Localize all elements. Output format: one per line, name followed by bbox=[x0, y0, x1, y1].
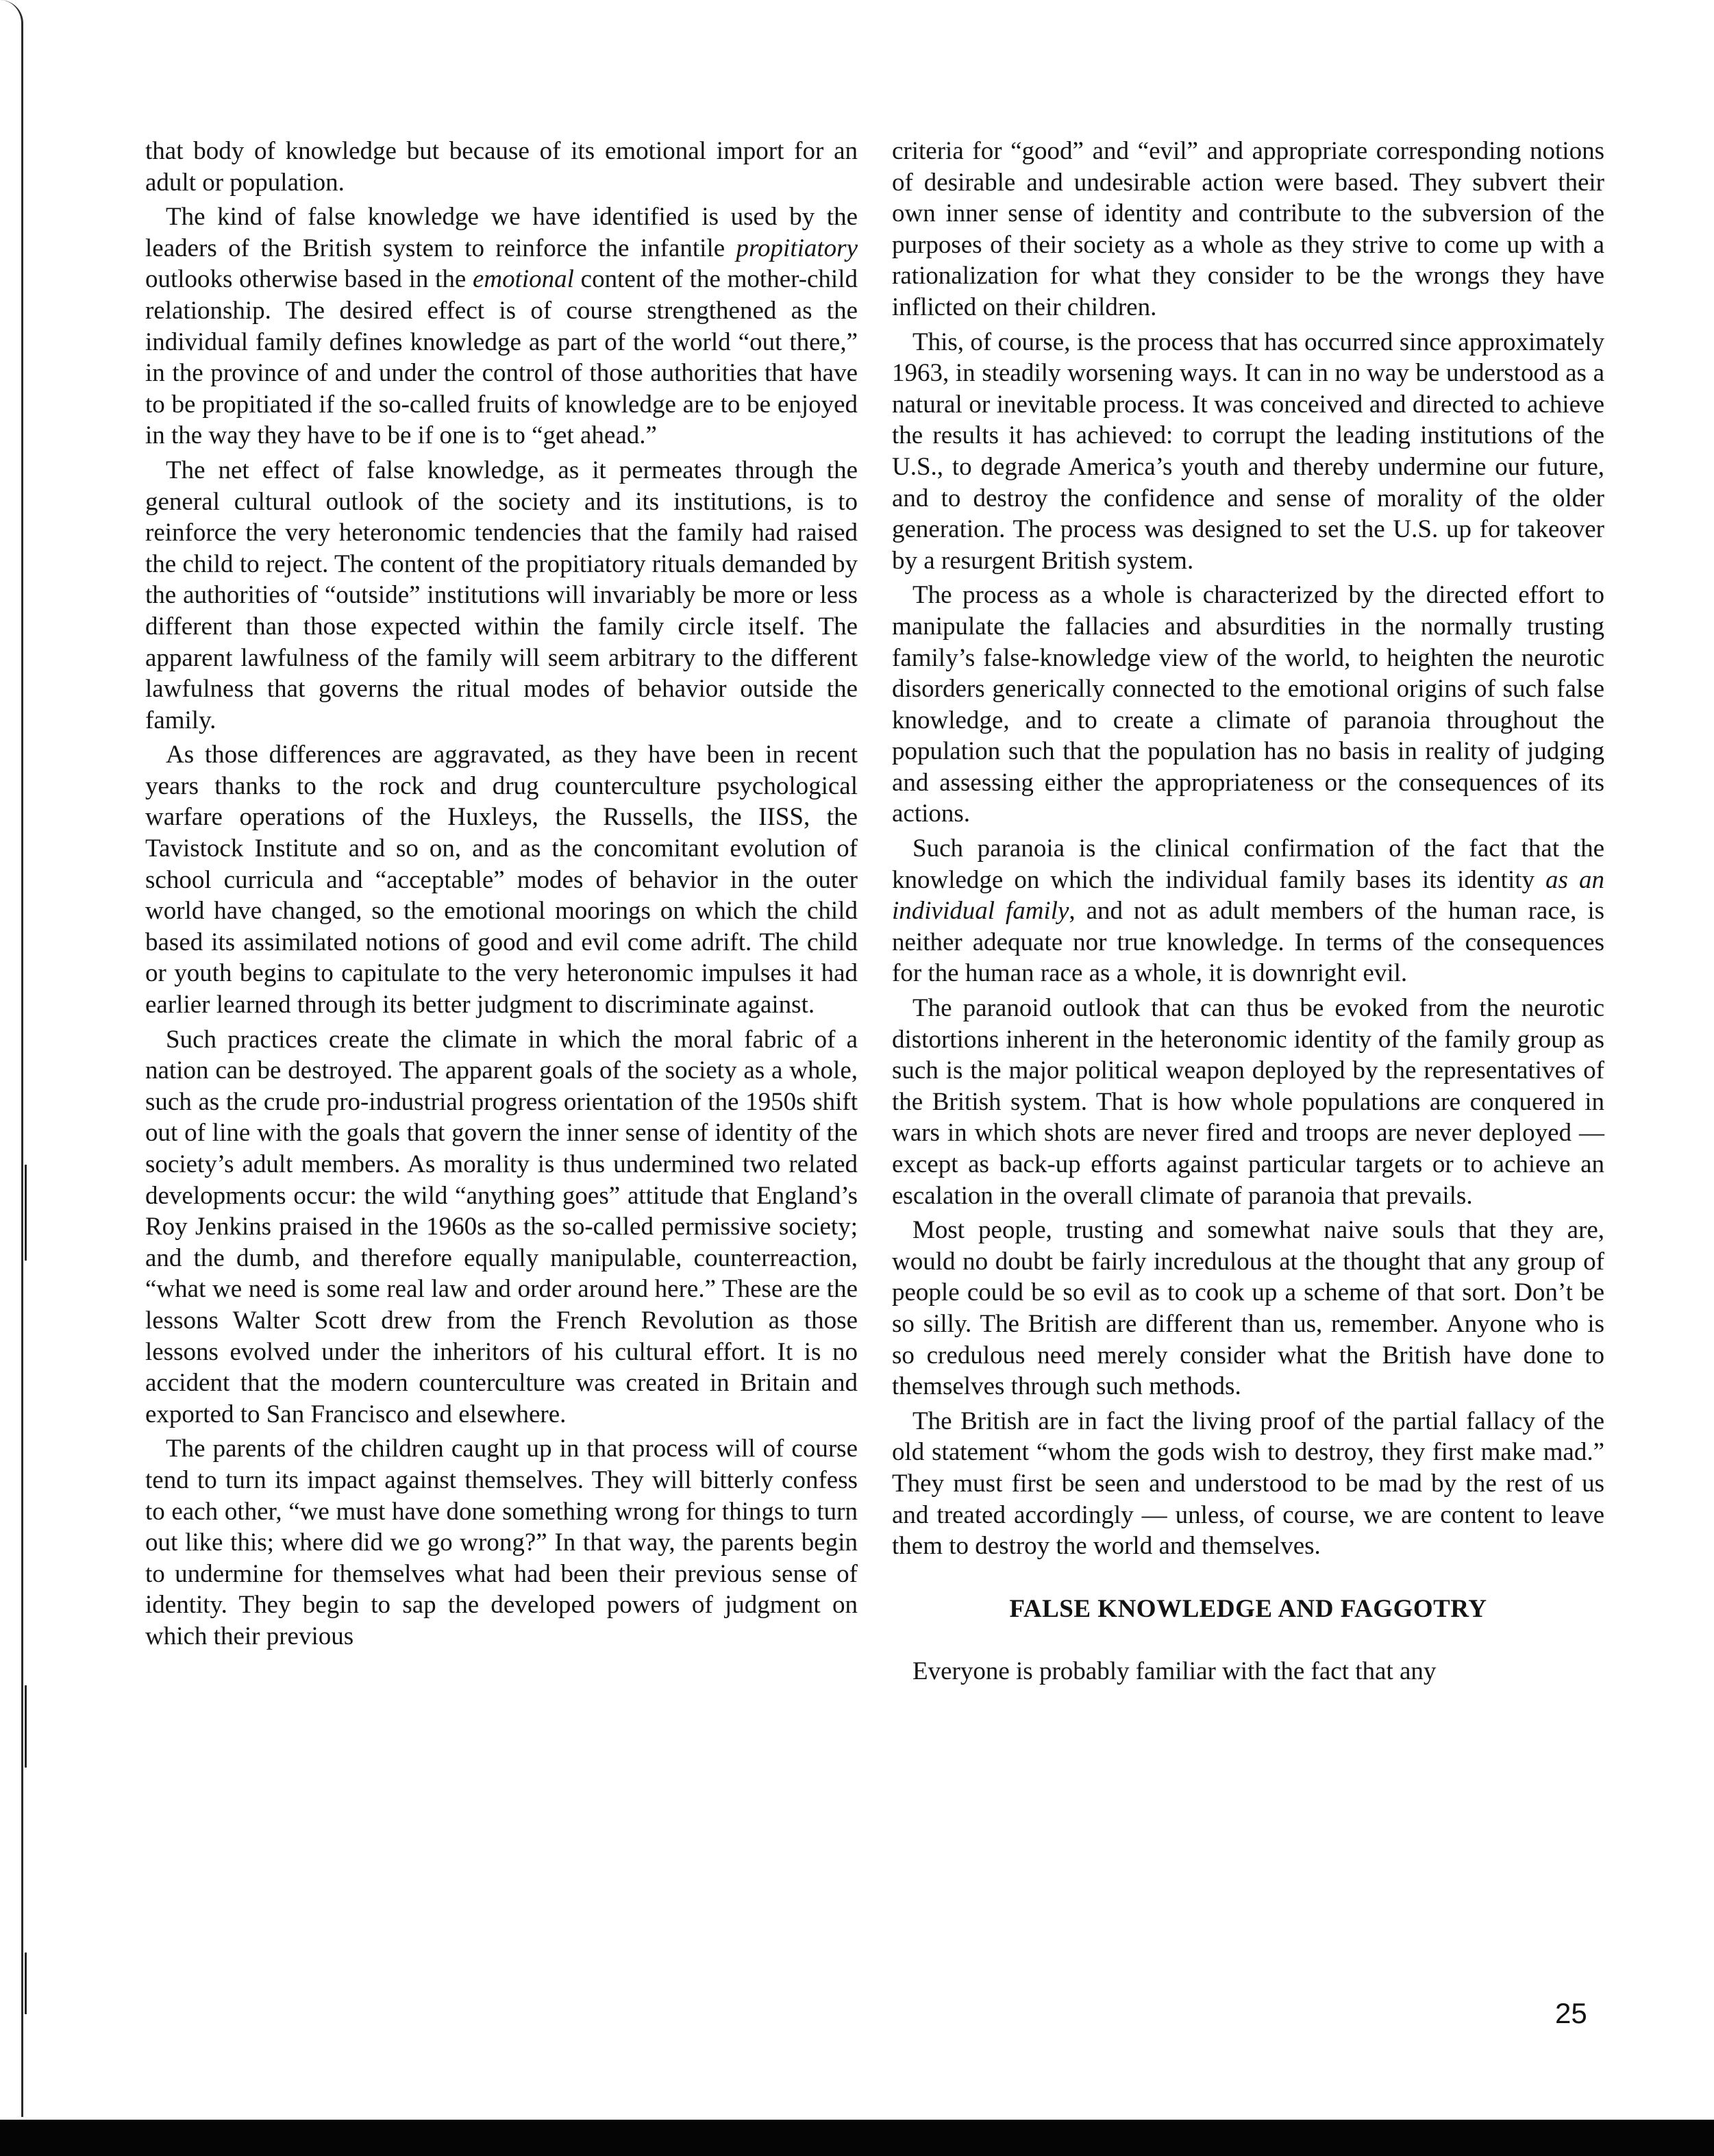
emphasis: emotional bbox=[472, 265, 574, 294]
text-run: content of the mother-child relationship. The desired effect is of course strengthened as the individual family defines knowledge as part of the world “out there,” in the province of and under the control of those authorities that have to be propitiated if the so-called fruits of knowledge are to be enjoyed in the way they have to be if one is to “get ahead.” bbox=[145, 265, 858, 450]
left-column bbox=[145, 136, 858, 1652]
paragraph: Most people, trusting and somewhat naive souls that they are, would no doubt be fairly incredulous at the thought that any group of people could be so evil as to cook up a scheme of that sort. Don’t be so silly. The British are different than us, remember. Anyone who is so credulous need merely consider what the British have done to themselves through such methods. bbox=[892, 1216, 1604, 1401]
scan-bottom-bar bbox=[0, 2120, 1714, 2156]
margin-tick bbox=[25, 1165, 27, 1261]
text-run: Such paranoia is the clinical confirmation of the fact that the knowledge on which the individual family bases its identity bbox=[892, 834, 1604, 894]
paragraph: As those differences are aggravated, as they have been in recent years thanks to the rock and drug counterculture psychological warfare operations of the Huxleys, the Russells, the IISS, the Tavistock Institute and so on, and as the concomitant evolution of school curricula and “acceptable” modes of behavior in the outer world have changed, so the emotional moorings on which the child based its assimilated notions of good and evil come adrift. The child or youth begins to capitulate to the very heteronomic impulses it had earlier learned through its better judgment to discriminate against. bbox=[145, 741, 858, 1019]
paragraph bbox=[145, 201, 858, 451]
margin-tick bbox=[25, 1953, 27, 2014]
section-heading: FALSE KNOWLEDGE AND FAGGOTRY bbox=[1009, 1594, 1487, 1623]
paragraph: that body of knowledge but because of its emotional import for an adult or population. bbox=[145, 137, 858, 197]
paragraph: This, of course, is the process that has occurred since approximately 1963, in steadily worsening ways. It can in no way be understood as a natural or inevitable process. It was conceived and directed to achieve the results it has achieved: to corrupt the leading institutions of the U.S., to degrade America’s youth and thereby undermine our future, and to destroy the confidence and sense of morality of the older generation. The process was designed to set the U.S. up for takeover by a resurgent British system. bbox=[892, 327, 1604, 575]
text-run: , and not as adult members of the human race, is neither adequate nor true knowledge. In terms of the consequences for the human race as a whole, it is downright evil. bbox=[892, 897, 1604, 988]
paragraph: The paranoid outlook that can thus be evoked from the neurotic distortions inherent in the heteronomic identity of the family group as such is the major political weapon deployed by the representatives of the British system. That is how whole populations are conquered in wars in which shots are never fired and troops are never deployed — except as back-up efforts against particular targets or to achieve an escalation in the overall climate of paranoia that prevails. bbox=[892, 994, 1604, 1210]
page-number: 25 bbox=[1555, 1997, 1587, 2029]
paragraph: The British are in fact the living proof of the partial fallacy of the old statement “whom the gods wish to destroy, they first make mad.” They must first be seen and understood to be mad by the rest of us and treated accordingly — unless, of course, we are content to leave them to destroy the world and themselves. bbox=[892, 1407, 1604, 1561]
paragraph: The parents of the children caught up in that process will of course tend to turn its impact against themselves. They will bitterly confess to each other, “we must have done something wrong for things to turn out like this; where did we go wrong?” In that way, the parents begin to undermine for themselves what had been their previous sense of identity. They begin to sap the developed powers of judgment on which their previous bbox=[145, 1435, 858, 1650]
paragraph: The process as a whole is characterized by the directed effort to manipulate the fallacies and absurdities in the normally trusting family’s false-knowledge view of the world, to heighten the neurotic disorders generically connected to the emotional origins of such false knowledge, and to create a climate of paranoia throughout the population such that the population has no basis in reality of judging and assessing either the appropriateness or the consequences of its actions. bbox=[892, 581, 1604, 828]
scan-edge bbox=[0, 0, 23, 2117]
paragraph: The net effect of false knowledge, as it permeates through the general cultural outlook of the society and its institutions, is to reinforce the very heteronomic tendencies that the family had raised the child to reject. The content of the propitiatory rituals demanded by the authorities of “outside” institutions will invariably be more or less different than those expected within the family circle itself. The apparent lawfulness of the family will seem arbitrary to the different lawfulness that governs the ritual modes of behavior outside the family. bbox=[145, 456, 858, 734]
text-run: outlooks otherwise based in the bbox=[145, 265, 473, 294]
paragraph bbox=[892, 833, 1604, 989]
paragraph: Everyone is probably familiar with the fact that any bbox=[912, 1657, 1437, 1686]
emphasis: propitiatory bbox=[736, 234, 858, 262]
emphasis: as an individual family bbox=[892, 865, 1604, 926]
margin-tick bbox=[25, 1685, 27, 1768]
paragraph: Such practices create the climate in which the moral fabric of a nation can be destroyed. The apparent goals of the society as a whole, such as the crude pro-industrial progress orientation of the 1950s shift out of line with the goals that govern the inner sense of identity of the society’s adult members. As morality is thus undermined two related developments occur: the wild “anything goes” attitude that England’s Roy Jenkins praised in the 1960s as the so-called permissive society; and the dumb, and therefore equally manipulable, counterreaction, “what we need is some real law and order around here.” These are the lessons Walter Scott drew from the French Revolution as those lessons evolved under the inheritors of his cultural effort. It is no accident that the modern counterculture was created in Britain and exported to San Francisco and elsewhere. bbox=[145, 1025, 858, 1428]
text-run: The kind of false knowledge we have identified is used by the leaders of the British system to reinforce the infantile bbox=[145, 203, 858, 262]
right-column bbox=[892, 136, 1604, 1687]
paragraph: criteria for “good” and “evil” and appropriate corresponding notions of desirable and undesirable action were based. They subvert their own inner sense of identity and contribute to the subversion of the purposes of their society as a whole as they strive to come up with a rationalization for what they consider to be the wrongs they have inflicted on their children. bbox=[892, 137, 1604, 321]
